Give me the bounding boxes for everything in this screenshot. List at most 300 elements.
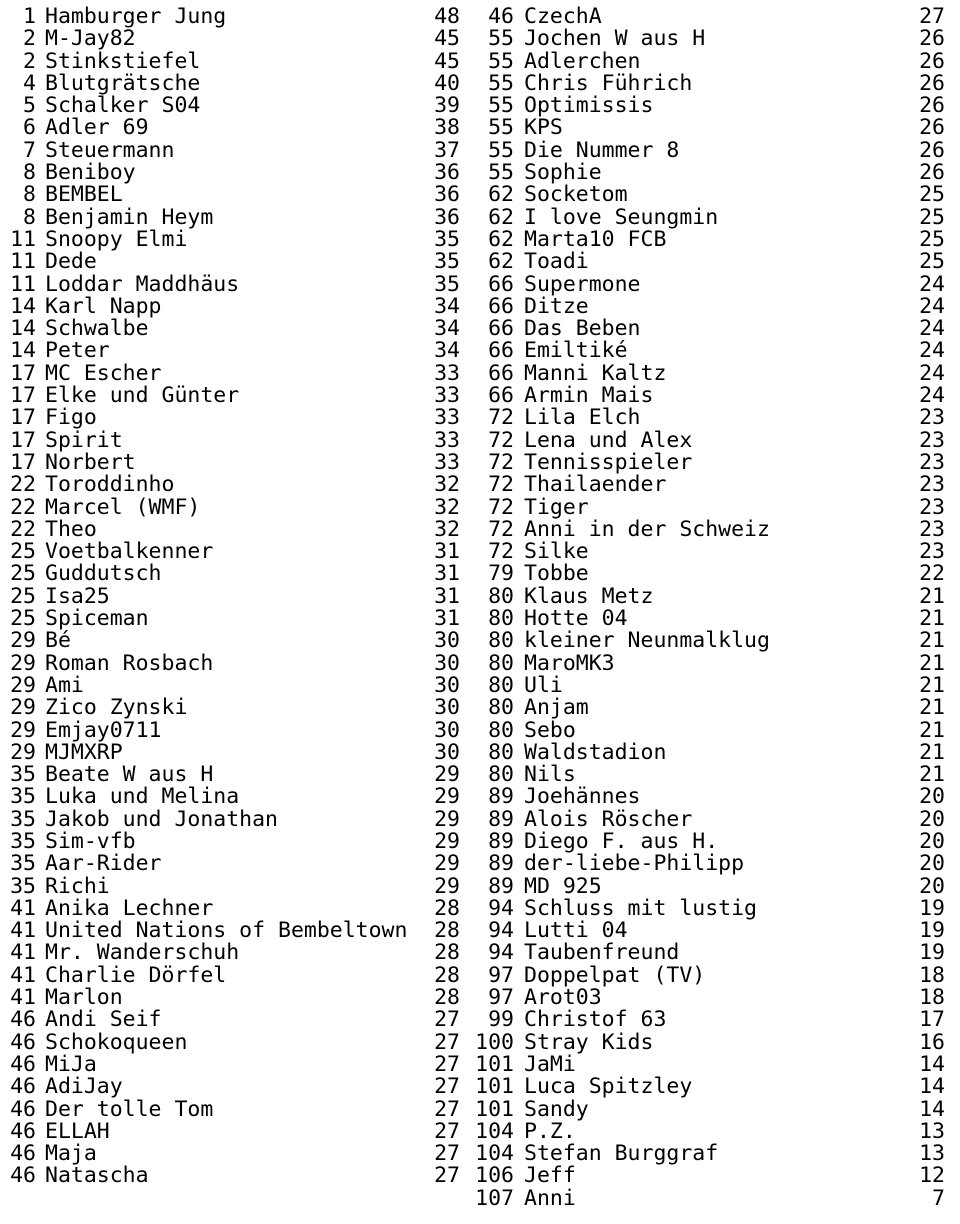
rank-cell: 72	[488, 494, 514, 520]
rank-cell: 46	[10, 1096, 36, 1122]
ranking-row	[0, 717, 470, 743]
points-cell: 17	[919, 1007, 945, 1033]
player-name: Karl Napp	[45, 295, 162, 319]
player-name: Christof 63	[524, 1009, 667, 1032]
rank-cell: 101	[475, 1074, 514, 1100]
points-cell: 30	[434, 628, 460, 654]
points-cell: 29	[434, 828, 460, 854]
points-cell: 27	[434, 1007, 460, 1033]
rank-cell: 46	[10, 1118, 36, 1144]
rank-cell: 11	[10, 226, 36, 252]
points-cell: 29	[434, 762, 460, 788]
player-name: Hamburger Jung	[45, 6, 227, 29]
points-cell: 29	[434, 851, 460, 877]
rank-cell: 62	[488, 204, 514, 230]
points-cell: 38	[434, 115, 460, 141]
ranking-row	[0, 427, 470, 453]
player-name: MC Escher	[45, 362, 162, 386]
ranking-row	[0, 942, 470, 964]
ranking-row	[0, 630, 470, 652]
ranking-row	[0, 583, 470, 609]
points-cell: 25	[919, 204, 945, 230]
points-cell: 25	[919, 249, 945, 275]
rank-cell: 46	[10, 1007, 36, 1033]
player-name: Arot03	[524, 987, 602, 1010]
player-name: Dede	[45, 251, 97, 274]
ranking-row	[0, 806, 470, 832]
rank-cell: 72	[488, 516, 514, 542]
rank-cell: 94	[488, 918, 514, 944]
player-name: Zico Zynski	[45, 697, 188, 720]
rank-cell: 5	[23, 93, 36, 119]
points-cell: 45	[434, 26, 460, 52]
player-name: Isa25	[45, 585, 110, 609]
rank-cell: 106	[475, 1163, 514, 1189]
player-name: Lena und Alex	[524, 429, 693, 452]
rank-cell: 55	[488, 48, 514, 74]
player-name: Peter	[45, 340, 110, 363]
ranking-row	[0, 1096, 470, 1122]
player-name: Anni in der Schweiz	[524, 518, 770, 542]
player-name: Loddar Maddhäus	[45, 273, 240, 296]
rank-cell: 4	[23, 70, 36, 96]
ranking-row	[470, 608, 945, 630]
rank-cell: 66	[488, 338, 514, 364]
rank-cell: 17	[10, 383, 36, 409]
rank-cell: 29	[10, 672, 36, 698]
ranking-row	[0, 828, 470, 854]
player-name: Armin Mais	[524, 385, 654, 408]
player-name: Supermone	[524, 273, 641, 296]
player-name: BEMBEL	[45, 184, 123, 207]
points-cell: 20	[919, 851, 945, 877]
player-name: Waldstadion	[524, 741, 667, 765]
player-name: Figo	[45, 407, 97, 430]
rank-cell: 89	[488, 806, 514, 832]
ranking-row	[0, 293, 470, 319]
points-cell: 40	[434, 70, 460, 96]
player-name: Tobbe	[524, 563, 589, 586]
ranking-row	[0, 516, 470, 542]
ranking-row	[0, 137, 470, 163]
ranking-row	[0, 6, 470, 28]
points-cell: 35	[434, 226, 460, 252]
rank-cell: 29	[10, 628, 36, 654]
rank-cell: 66	[488, 293, 514, 319]
player-name: ELLAH	[45, 1120, 110, 1144]
ranking-table	[0, 6, 960, 1222]
ranking-row	[0, 764, 470, 786]
rank-cell: 66	[488, 360, 514, 386]
points-cell: 28	[434, 962, 460, 988]
points-cell: 28	[434, 940, 460, 966]
points-cell: 21	[919, 650, 945, 676]
rank-cell: 14	[10, 293, 36, 319]
player-name: Socketom	[524, 184, 628, 207]
rank-cell: 99	[488, 1007, 514, 1033]
player-name: MiJa	[45, 1053, 97, 1077]
rank-cell: 35	[10, 828, 36, 854]
points-cell: 32	[434, 494, 460, 520]
rank-cell: 80	[488, 717, 514, 743]
rank-cell: 41	[10, 895, 36, 921]
rank-cell: 6	[23, 115, 36, 141]
ranking-row	[470, 340, 945, 362]
ranking-row	[0, 541, 470, 563]
ranking-row	[470, 1076, 945, 1098]
points-cell: 21	[919, 628, 945, 654]
player-name: MD 925	[524, 875, 602, 898]
ranking-row	[470, 541, 945, 563]
rank-cell: 41	[10, 985, 36, 1011]
player-name: Thailaender	[524, 474, 667, 497]
rank-cell: 29	[10, 739, 36, 765]
rank-cell: 66	[488, 383, 514, 409]
points-cell: 14	[919, 1074, 945, 1100]
ranking-row	[470, 853, 945, 875]
points-cell: 20	[919, 828, 945, 854]
points-cell: 20	[919, 806, 945, 832]
ranking-row	[0, 563, 470, 585]
rank-cell: 80	[488, 650, 514, 676]
ranking-row	[0, 385, 470, 407]
points-cell: 18	[919, 985, 945, 1011]
ranking-row	[470, 226, 945, 252]
rank-cell: 89	[488, 851, 514, 877]
rank-cell: 89	[488, 828, 514, 854]
rank-cell: 11	[10, 271, 36, 297]
rank-cell: 22	[10, 494, 36, 520]
player-name: Optimissis	[524, 95, 654, 118]
points-cell: 36	[434, 160, 460, 186]
ranking-column-left	[0, 6, 470, 1188]
player-name: Alois Röscher	[524, 808, 693, 831]
points-cell: 13	[919, 1118, 945, 1144]
points-cell: 25	[919, 226, 945, 252]
rank-cell: 62	[488, 226, 514, 252]
ranking-row	[470, 563, 945, 585]
player-name: Jeff	[524, 1165, 576, 1188]
ranking-row	[470, 1118, 945, 1144]
player-name: P.Z.	[524, 1120, 576, 1144]
ranking-row	[0, 28, 470, 50]
ranking-row	[470, 1051, 945, 1077]
points-cell: 27	[434, 1029, 460, 1055]
points-cell: 21	[919, 606, 945, 632]
points-cell: 22	[919, 561, 945, 587]
points-cell: 14	[919, 1051, 945, 1077]
rank-cell: 55	[488, 93, 514, 119]
points-cell: 36	[434, 182, 460, 208]
ranking-row	[470, 1165, 945, 1187]
ranking-row	[470, 95, 945, 117]
rank-cell: 80	[488, 762, 514, 788]
points-cell: 26	[919, 93, 945, 119]
player-name: Spiceman	[45, 608, 149, 631]
ranking-row	[470, 672, 945, 698]
points-cell: 34	[434, 338, 460, 364]
points-cell: 45	[434, 48, 460, 74]
rank-cell: 80	[488, 628, 514, 654]
rank-cell: 41	[10, 940, 36, 966]
rank-cell: 94	[488, 895, 514, 921]
points-cell: 32	[434, 516, 460, 542]
rank-cell: 72	[488, 427, 514, 453]
ranking-row	[470, 516, 945, 542]
ranking-row	[0, 407, 470, 429]
rank-cell: 29	[10, 717, 36, 743]
ranking-row	[0, 474, 470, 496]
points-cell: 23	[919, 427, 945, 453]
rank-cell: 55	[488, 26, 514, 52]
ranking-row	[470, 28, 945, 50]
ranking-row	[0, 920, 470, 942]
ranking-row	[470, 385, 945, 407]
player-name: Taubenfreund	[524, 942, 680, 965]
rank-cell: 62	[488, 182, 514, 208]
ranking-row	[470, 70, 945, 96]
player-name: Marta10 FCB	[524, 228, 667, 252]
player-name: Anjam	[524, 697, 589, 720]
ranking-row	[470, 786, 945, 808]
points-cell: 26	[919, 48, 945, 74]
ranking-row	[470, 828, 945, 854]
player-name: Adler 69	[45, 117, 149, 140]
player-name: Luka und Melina	[45, 786, 240, 809]
player-name: Natascha	[45, 1165, 149, 1188]
points-cell: 27	[434, 1096, 460, 1122]
points-cell: 48	[434, 4, 460, 29]
player-name: CzechA	[524, 6, 602, 29]
points-cell: 29	[434, 784, 460, 810]
points-cell: 24	[919, 338, 945, 364]
rank-cell: 14	[10, 338, 36, 364]
player-name: Sim-vfb	[45, 830, 136, 854]
rank-cell: 22	[10, 516, 36, 542]
rank-cell: 46	[10, 1074, 36, 1100]
player-name: Roman Rosbach	[45, 652, 214, 675]
player-name: Voetbalkenner	[45, 541, 214, 564]
ranking-row	[470, 1143, 945, 1165]
ranking-row	[0, 48, 470, 74]
points-cell: 27	[919, 4, 945, 29]
player-name: Schluss mit lustig	[524, 897, 757, 921]
points-cell: 21	[919, 695, 945, 721]
ranking-row	[0, 739, 470, 765]
points-cell: 31	[434, 583, 460, 609]
ranking-row	[0, 1143, 470, 1165]
rank-cell: 8	[23, 182, 36, 208]
player-name: Ditze	[524, 295, 589, 319]
ranking-row	[0, 1029, 470, 1055]
player-name: Nils	[524, 764, 576, 787]
rank-cell: 35	[10, 806, 36, 832]
player-name: Norbert	[45, 451, 136, 475]
ranking-row	[0, 204, 470, 230]
points-cell: 28	[434, 895, 460, 921]
rank-cell: 29	[10, 650, 36, 676]
player-name: Steuermann	[45, 139, 175, 163]
ranking-row	[470, 895, 945, 921]
points-cell: 31	[434, 539, 460, 565]
ranking-row	[470, 806, 945, 832]
ranking-row	[0, 608, 470, 630]
rank-cell: 72	[488, 472, 514, 498]
player-name: Charlie Dörfel	[45, 964, 227, 988]
player-name: Mr. Wanderschuh	[45, 942, 240, 965]
ranking-row	[470, 1096, 945, 1122]
points-cell: 28	[434, 918, 460, 944]
points-cell: 24	[919, 316, 945, 342]
ranking-row	[470, 474, 945, 496]
ranking-row	[0, 853, 470, 875]
ranking-row	[470, 650, 945, 676]
player-name: Maja	[45, 1143, 97, 1166]
ranking-row	[0, 449, 470, 475]
points-cell: 28	[434, 985, 460, 1011]
points-cell: 23	[919, 449, 945, 475]
points-cell: 23	[919, 405, 945, 431]
rank-cell: 79	[488, 561, 514, 587]
rank-cell: 17	[10, 405, 36, 431]
player-name: Benjamin Heym	[45, 206, 214, 229]
rank-cell: 94	[488, 940, 514, 966]
rank-cell: 2	[23, 48, 36, 74]
player-name: Das Beben	[524, 318, 641, 341]
rank-cell: 46	[488, 4, 514, 29]
player-name: Theo	[45, 518, 97, 542]
points-cell: 35	[434, 249, 460, 275]
ranking-row	[0, 895, 470, 921]
ranking-row	[470, 318, 945, 340]
ranking-row	[0, 786, 470, 808]
player-name: Emiltiké	[524, 340, 628, 363]
points-cell: 20	[919, 873, 945, 899]
player-name: Anika Lechner	[45, 897, 214, 921]
points-cell: 16	[919, 1029, 945, 1055]
rank-cell: 7	[23, 137, 36, 163]
ranking-row	[470, 962, 945, 988]
rank-cell: 8	[23, 204, 36, 230]
rank-cell: 17	[10, 449, 36, 475]
points-cell: 29	[434, 873, 460, 899]
rank-cell: 104	[475, 1141, 514, 1167]
points-cell: 26	[919, 70, 945, 96]
ranking-row	[470, 162, 945, 184]
player-name: Marlon	[45, 987, 123, 1010]
points-cell: 21	[919, 739, 945, 765]
rank-cell: 101	[475, 1051, 514, 1077]
points-cell: 20	[919, 784, 945, 810]
player-name: Sebo	[524, 719, 576, 742]
player-name: Jochen W aus H	[524, 28, 706, 51]
ranking-row	[470, 360, 945, 386]
player-name: Blutgrätsche	[45, 72, 201, 96]
points-cell: 30	[434, 672, 460, 698]
player-name: I love Seungmin	[524, 206, 719, 229]
ranking-row	[470, 184, 945, 206]
ranking-row	[0, 987, 470, 1009]
ranking-row	[0, 340, 470, 362]
ranking-row	[470, 630, 945, 652]
player-name: Jakob und Jonathan	[45, 808, 278, 831]
player-name: Silke	[524, 541, 589, 564]
player-name: Klaus Metz	[524, 585, 654, 609]
rank-cell: 72	[488, 405, 514, 431]
points-cell: 24	[919, 383, 945, 409]
points-cell: 30	[434, 739, 460, 765]
player-name: Luca Spitzley	[524, 1076, 693, 1099]
rank-cell: 66	[488, 271, 514, 297]
player-name: Adlerchen	[524, 50, 641, 73]
player-name: Chris Führich	[524, 72, 693, 96]
points-cell: 33	[434, 360, 460, 386]
points-cell: 26	[919, 137, 945, 163]
player-name: Snoopy Elmi	[45, 228, 188, 252]
ranking-row	[470, 1009, 945, 1031]
ranking-row	[470, 251, 945, 273]
points-cell: 31	[434, 606, 460, 632]
points-cell: 18	[919, 962, 945, 988]
rank-cell: 46	[10, 1163, 36, 1189]
player-name: Elke und Günter	[45, 385, 240, 408]
rank-cell: 72	[488, 449, 514, 475]
player-name: Die Nummer 8	[524, 139, 680, 163]
rank-cell: 1	[23, 4, 36, 29]
player-name: Stray Kids	[524, 1031, 654, 1054]
player-name: Sophie	[524, 162, 602, 185]
rank-cell: 29	[10, 695, 36, 721]
rank-cell: 41	[10, 962, 36, 988]
player-name: Lila Elch	[524, 407, 641, 430]
rank-cell: 107	[475, 1185, 514, 1211]
points-cell: 19	[919, 895, 945, 921]
player-name: der-liebe-Philipp	[524, 853, 745, 876]
rank-cell: 100	[475, 1029, 514, 1055]
player-name: M-Jay82	[45, 28, 136, 51]
rank-cell: 25	[10, 561, 36, 587]
points-cell: 34	[434, 316, 460, 342]
ranking-row	[470, 117, 945, 139]
rank-cell: 17	[10, 360, 36, 386]
points-cell: 19	[919, 918, 945, 944]
ranking-row	[470, 137, 945, 163]
rank-cell: 62	[488, 249, 514, 275]
player-name: Schokoqueen	[45, 1031, 188, 1054]
rank-cell: 55	[488, 160, 514, 186]
ranking-row	[470, 271, 945, 297]
rank-cell: 97	[488, 985, 514, 1011]
player-name: MaroMK3	[524, 652, 615, 675]
ranking-row	[470, 873, 945, 899]
ranking-row	[0, 873, 470, 899]
points-cell: 25	[919, 182, 945, 208]
rank-cell: 25	[10, 583, 36, 609]
player-name: Doppelpat (TV)	[524, 964, 706, 988]
player-name: Diego F. aus H.	[524, 830, 719, 854]
ranking-row	[0, 318, 470, 340]
ranking-row	[470, 48, 945, 74]
player-name: Anni	[524, 1187, 576, 1211]
rank-cell: 66	[488, 316, 514, 342]
ranking-row	[0, 1118, 470, 1144]
player-name: Bé	[45, 630, 71, 653]
player-name: Emjay0711	[45, 719, 162, 742]
points-cell: 21	[919, 583, 945, 609]
ranking-row	[470, 583, 945, 609]
points-cell: 32	[434, 472, 460, 498]
ranking-row	[0, 70, 470, 96]
